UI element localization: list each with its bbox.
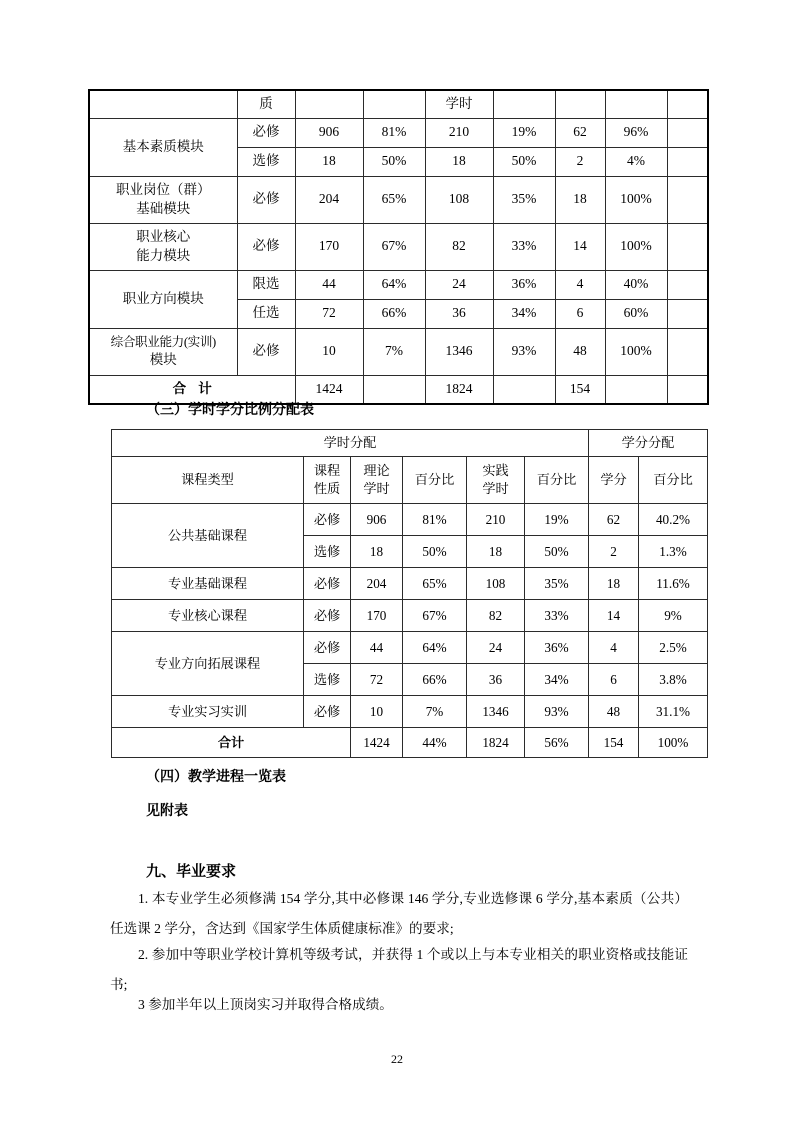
t2-total-theory-pct: 44% [403,728,467,758]
table-row [89,328,708,375]
t2-cell-practice: 18 [467,536,525,568]
t1-cell-theory-pct: 7% [363,328,425,375]
table-row [89,270,708,299]
table-header-row [112,457,708,504]
hours-credits-ratio-table [111,429,708,758]
t2-col-course-type: 课程类型 [112,457,304,504]
t1-cell-credit-pct: 40% [605,270,667,299]
table-total-row [112,728,708,758]
t2-total-practice: 1824 [467,728,525,758]
t1-cell-credits: 4 [555,270,605,299]
t1-cell-credits: 48 [555,328,605,375]
t1-head-blank3 [363,90,425,118]
t1-cell-theory: 906 [295,118,363,147]
t1-cell-credit-pct: 100% [605,328,667,375]
t1-cell-nature: 限选 [237,270,295,299]
t1-cell-practice: 108 [425,176,493,223]
t2-col-theory-line2: 学时 [363,481,390,496]
t2-total-label: 合计 [112,728,351,758]
t1-cell-practice: 210 [425,118,493,147]
t1-cell-practice-pct: 34% [493,299,555,328]
t2-total-practice-pct: 56% [525,728,589,758]
t2-cell-practice-pct: 19% [525,504,589,536]
t1-cell-nature: 必修 [237,118,295,147]
t2-cell-theory: 10 [351,696,403,728]
t2-course-public-basic: 公共基础课程 [112,504,304,568]
t1-cell-practice: 24 [425,270,493,299]
hours-credits-ratio-table-wrapper [111,429,707,758]
t1-cell-practice-pct: 33% [493,223,555,270]
t2-cell-credits: 2 [589,536,639,568]
t1-cell-theory: 18 [295,147,363,176]
t2-cell-credit-pct: 40.2% [639,504,708,536]
t2-cell-credit-pct: 11.6% [639,568,708,600]
t2-col-theory-pct: 百分比 [403,457,467,504]
t1-module-line2: 模块 [149,351,177,367]
t1-total-practice-pct [493,375,555,404]
t1-module-line2: 基础模块 [136,200,191,216]
graduation-requirement-text-3: 3 参加半年以上顶岗实习并取得合格成绩。 [138,997,393,1012]
table-row [112,568,708,600]
t1-cell-theory: 170 [295,223,363,270]
t2-col-nature-line2: 性质 [313,481,341,496]
t1-cell-practice: 82 [425,223,493,270]
t1-head-nature: 质 [237,90,295,118]
t2-cell-theory-pct: 81% [403,504,467,536]
t2-cell-credit-pct: 9% [639,600,708,632]
t2-cell-theory-pct: 66% [403,664,467,696]
t2-cell-theory: 44 [351,632,403,664]
t2-cell-credits: 48 [589,696,639,728]
t2-col-theory-hours [351,457,403,504]
t1-cell-extra [667,270,708,299]
t1-cell-nature: 必修 [237,176,295,223]
t1-cell-extra [667,176,708,223]
table-row [89,223,708,270]
t1-cell-credit-pct: 100% [605,176,667,223]
t2-cell-credits: 18 [589,568,639,600]
t2-cell-theory: 204 [351,568,403,600]
table-row [89,90,708,118]
t1-module-basic-quality: 基本素质模块 [89,118,237,176]
t1-total-label: 合计 [89,375,295,404]
t1-cell-nature: 必修 [237,328,295,375]
section-nine-title: 九、毕业要求 [146,863,237,880]
t2-cell-theory-pct: 50% [403,536,467,568]
t2-cell-practice-pct: 34% [525,664,589,696]
t1-total-extra [667,375,708,404]
t1-cell-theory-pct: 81% [363,118,425,147]
t1-cell-practice-pct: 19% [493,118,555,147]
page-number: 22 [391,1052,403,1066]
t1-cell-nature: 必修 [237,223,295,270]
t1-cell-extra [667,328,708,375]
t2-cell-theory: 18 [351,536,403,568]
t2-cell-credits: 4 [589,632,639,664]
t1-head-blank2 [295,90,363,118]
t1-cell-practice: 36 [425,299,493,328]
t1-cell-credits: 14 [555,223,605,270]
t2-cell-theory-pct: 65% [403,568,467,600]
t2-cell-credits: 14 [589,600,639,632]
section-four-title: （四）教学进程一览表 [146,768,286,784]
t2-cell-credit-pct: 1.3% [639,536,708,568]
t2-col-practice-line1: 实践 [482,463,509,479]
t2-total-credit-pct: 100% [639,728,708,758]
course-structure-table [88,89,709,405]
t1-total-theory: 1424 [295,375,363,404]
t1-module-line1: 综合职业能力(实训) [110,334,216,349]
course-structure-table-wrapper [88,89,707,405]
t1-total-credits: 154 [555,375,605,404]
t1-cell-practice: 1346 [425,328,493,375]
t2-cell-theory: 72 [351,664,403,696]
t1-module-core-ability [89,223,237,270]
t1-cell-theory-pct: 67% [363,223,425,270]
t1-cell-extra [667,118,708,147]
table-group-header-row [112,430,708,457]
t1-cell-credit-pct: 100% [605,223,667,270]
t1-cell-theory: 10 [295,328,363,375]
t1-module-job-direction: 职业方向模块 [89,270,237,328]
t1-total-theory-pct [363,375,425,404]
t1-module-line2: 能力模块 [136,247,191,263]
t2-course-major-basic: 专业基础课程 [112,568,304,600]
t1-cell-credits: 62 [555,118,605,147]
t2-cell-practice: 36 [467,664,525,696]
t1-head-blank1 [89,90,237,118]
t1-cell-credits: 2 [555,147,605,176]
t2-col-practice-pct: 百分比 [525,457,589,504]
t1-cell-theory-pct: 66% [363,299,425,328]
t2-cell-theory-pct: 7% [403,696,467,728]
t2-course-major-core: 专业核心课程 [112,600,304,632]
t1-head-hours: 学时 [425,90,493,118]
t1-cell-extra [667,147,708,176]
t2-cell-theory: 906 [351,504,403,536]
t2-col-nature-line1: 课程 [313,463,341,479]
t1-cell-theory: 72 [295,299,363,328]
t2-cell-practice-pct: 33% [525,600,589,632]
t1-head-blank6 [605,90,667,118]
t2-cell-practice-pct: 35% [525,568,589,600]
t1-cell-nature: 任选 [237,299,295,328]
t1-cell-nature: 选修 [237,147,295,176]
t1-cell-theory-pct: 65% [363,176,425,223]
t1-cell-theory: 204 [295,176,363,223]
t1-module-comprehensive [89,328,237,375]
t1-module-line1: 职业核心 [136,229,191,245]
table-row [112,632,708,664]
section-four-body: 见附表 [146,802,188,818]
t2-cell-nature: 必修 [304,696,351,728]
table-row [112,504,708,536]
t1-total-credit-pct [605,375,667,404]
t1-cell-credits: 6 [555,299,605,328]
t1-cell-practice-pct: 93% [493,328,555,375]
t2-cell-nature: 必修 [304,600,351,632]
t2-cell-practice-pct: 93% [525,696,589,728]
graduation-requirement-text-1: 1. 本专业学生必须修满 154 学分,其中必修课 146 学分,专业选修课 6 学分,基本素质（公共）任选课 2 学分，含达到《国家学生体质健康标准》的要求; [110,891,688,936]
t1-cell-practice-pct: 35% [493,176,555,223]
t2-col-theory-line1: 理论 [363,463,390,479]
t2-cell-credits: 62 [589,504,639,536]
t2-cell-nature: 选修 [304,536,351,568]
t2-total-theory: 1424 [351,728,403,758]
t2-col-practice-hours [467,457,525,504]
t2-cell-practice: 1346 [467,696,525,728]
t1-cell-credit-pct: 60% [605,299,667,328]
t2-cell-credit-pct: 31.1% [639,696,708,728]
t1-cell-extra [667,299,708,328]
t2-cell-theory-pct: 67% [403,600,467,632]
t1-module-job-position [89,176,237,223]
t1-head-blank4 [493,90,555,118]
t2-cell-practice-pct: 50% [525,536,589,568]
graduation-requirement-item-1 [110,884,688,944]
t2-col-nature [304,457,351,504]
graduation-requirement-item-3 [110,990,688,1020]
table-row [89,118,708,147]
t1-cell-theory-pct: 64% [363,270,425,299]
t1-cell-practice-pct: 36% [493,270,555,299]
t1-total-practice: 1824 [425,375,493,404]
t2-cell-theory: 170 [351,600,403,632]
t1-cell-practice: 18 [425,147,493,176]
t2-cell-credit-pct: 3.8% [639,664,708,696]
t2-col-practice-line2: 学时 [482,481,509,496]
t2-cell-practice: 24 [467,632,525,664]
t2-course-major-extension: 专业方向拓展课程 [112,632,304,696]
t1-cell-practice-pct: 50% [493,147,555,176]
t2-cell-credit-pct: 2.5% [639,632,708,664]
t1-cell-theory-pct: 50% [363,147,425,176]
table-row [112,600,708,632]
table-row [89,176,708,223]
t2-total-credits: 154 [589,728,639,758]
t2-group-hours: 学时分配 [112,430,589,457]
t1-head-blank7 [667,90,708,118]
t2-col-credits: 学分 [589,457,639,504]
section-three-title: （三）学时学分比例分配表 [146,401,314,417]
t2-cell-practice-pct: 36% [525,632,589,664]
graduation-requirement-text-2: 2. 参加中等职业学校计算机等级考试，并获得 1 个或以上与本专业相关的职业资格或技能证书; [110,947,688,992]
t2-course-internship: 专业实习实训 [112,696,304,728]
t2-cell-theory-pct: 64% [403,632,467,664]
t2-cell-practice: 108 [467,568,525,600]
t1-cell-credits: 18 [555,176,605,223]
t1-module-line1: 职业岗位（群） [116,182,211,198]
t1-head-blank5 [555,90,605,118]
t1-cell-credit-pct: 96% [605,118,667,147]
t2-col-credit-pct: 百分比 [639,457,708,504]
t2-cell-nature: 选修 [304,664,351,696]
t2-cell-credits: 6 [589,664,639,696]
t1-cell-extra [667,223,708,270]
t2-cell-nature: 必修 [304,504,351,536]
t2-cell-practice: 210 [467,504,525,536]
t1-cell-theory: 44 [295,270,363,299]
table-row [112,696,708,728]
t2-cell-practice: 82 [467,600,525,632]
t2-cell-nature: 必修 [304,632,351,664]
t2-cell-nature: 必修 [304,568,351,600]
t2-group-credits: 学分分配 [589,430,708,457]
t1-cell-credit-pct: 4% [605,147,667,176]
